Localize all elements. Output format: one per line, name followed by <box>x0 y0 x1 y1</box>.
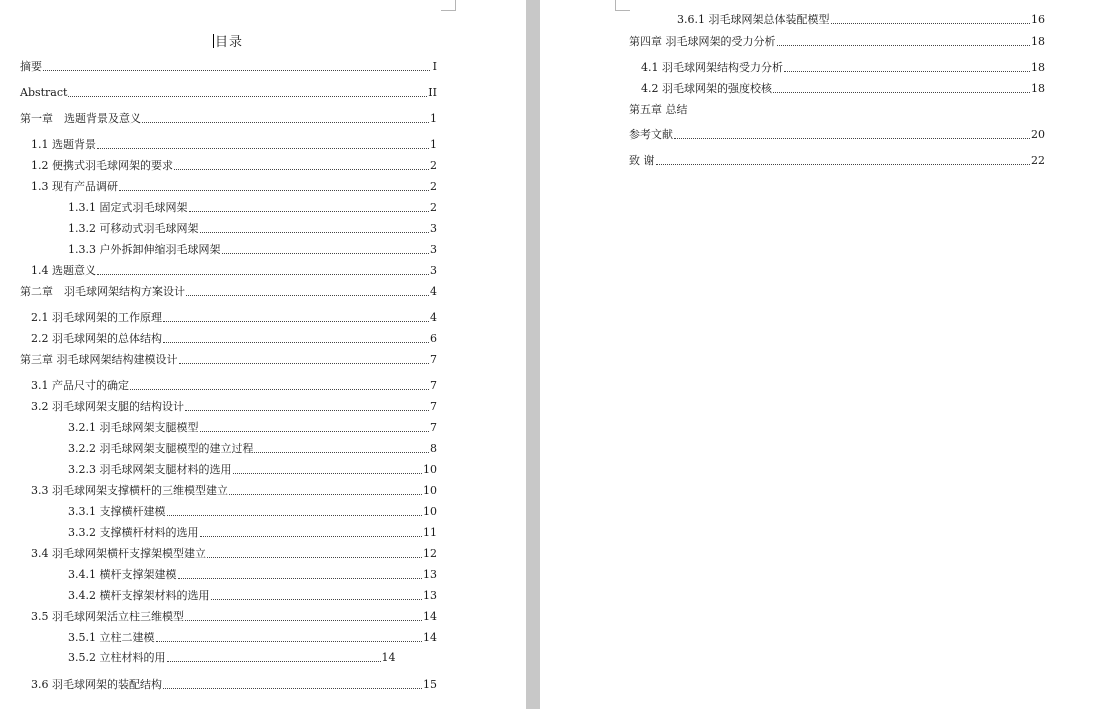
toc-leader <box>656 164 1031 165</box>
toc-entry-label: 3.1 产品尺寸的确定 <box>31 379 129 392</box>
toc-entry-page: 14 <box>381 651 396 664</box>
toc-entry[interactable] <box>68 222 437 236</box>
margin-corner-mark <box>615 0 630 11</box>
toc-leader <box>119 190 429 191</box>
toc-entry-label: 4.1 羽毛球网架结构受力分析 <box>641 61 783 74</box>
toc-leader <box>189 211 430 212</box>
toc-entry[interactable] <box>629 103 829 117</box>
toc-entry-page: 18 <box>1031 35 1045 48</box>
toc-entry[interactable] <box>31 332 437 346</box>
toc-leader <box>777 45 1031 46</box>
toc-leader <box>174 169 429 170</box>
document-page-right <box>540 0 1118 709</box>
toc-entry-label: 4.2 羽毛球网架的强度校核 <box>641 82 772 95</box>
toc-entry-label: 第二章 羽毛球网架结构方案设计 <box>20 285 185 298</box>
toc-entry-label: 1.3.2 可移动式羽毛球网架 <box>68 222 199 235</box>
toc-leader <box>178 578 423 579</box>
toc-entry-label: 3.2.3 羽毛球网架支腿材料的选用 <box>68 463 232 476</box>
toc-entry-page: 7 <box>430 400 437 413</box>
toc-leader <box>229 494 422 495</box>
toc-leader <box>163 688 422 689</box>
toc-leader <box>179 363 430 364</box>
toc-leader <box>43 70 430 71</box>
toc-entry-label: 1.1 选题背景 <box>31 138 96 151</box>
toc-leader <box>185 410 429 411</box>
margin-corner-mark <box>441 0 456 11</box>
toc-leader <box>831 23 1031 24</box>
toc-entry-page: 12 <box>423 547 437 560</box>
toc-leader <box>186 295 429 296</box>
toc-entry[interactable] <box>68 568 437 582</box>
toc-entry-label: 2.2 羽毛球网架的总体结构 <box>31 332 162 345</box>
toc-entry-page: 4 <box>430 311 437 324</box>
toc-entry-page: 7 <box>430 353 437 366</box>
toc-entry-page: 2 <box>430 180 437 193</box>
toc-entry[interactable] <box>629 154 1045 168</box>
toc-entry[interactable] <box>68 651 408 665</box>
toc-entry[interactable] <box>31 180 437 194</box>
toc-leader <box>784 71 1030 72</box>
toc-title-text: 目录 <box>214 35 243 50</box>
toc-entry[interactable] <box>31 610 437 624</box>
toc-entry-page: I <box>432 60 437 73</box>
toc-entry-label: Abstract <box>20 86 68 99</box>
toc-entry-page: 20 <box>1031 128 1045 141</box>
toc-entry-page: 13 <box>423 568 437 581</box>
toc-entry-label: 3.3.2 支撑横杆材料的选用 <box>68 526 199 539</box>
toc-leader <box>222 253 430 254</box>
toc-entry-page: 15 <box>423 678 437 691</box>
toc-leader <box>200 232 430 233</box>
toc-entry-page: 22 <box>1031 154 1045 167</box>
toc-entry-label: 1.3.3 户外拆卸伸缩羽毛球网架 <box>68 243 221 256</box>
toc-entry-label: 参考文献 <box>629 128 673 141</box>
toc-entry-label: 3.4.1 横杆支撑架建模 <box>68 568 177 581</box>
toc-entry[interactable] <box>20 86 437 100</box>
toc-entry-label: 摘要 <box>20 60 42 73</box>
toc-entry[interactable] <box>31 138 437 152</box>
toc-entry-label: 3.4 羽毛球网架横杆支撑架模型建立 <box>31 547 206 560</box>
toc-entry[interactable] <box>68 201 437 215</box>
toc-entry[interactable] <box>31 159 437 173</box>
toc-entry-label: 3.3 羽毛球网架支撑横杆的三维模型建立 <box>31 484 228 497</box>
toc-entry[interactable] <box>68 631 437 645</box>
toc-entry-page: 10 <box>423 463 437 476</box>
toc-entry[interactable] <box>68 243 437 257</box>
toc-entry[interactable] <box>629 128 1045 142</box>
toc-entry-label: 3.6.1 羽毛球网架总体装配模型 <box>677 13 830 26</box>
toc-entry-page: 3 <box>430 222 437 235</box>
toc-entry[interactable] <box>68 589 437 603</box>
toc-entry-page: 4 <box>430 285 437 298</box>
toc-entry-label: 3.5 羽毛球网架活立柱三维模型 <box>31 610 184 623</box>
toc-entry-label: 2.1 羽毛球网架的工作原理 <box>31 311 162 324</box>
text-cursor <box>213 34 214 48</box>
toc-leader <box>167 661 381 662</box>
toc-entry-label: 3.2 羽毛球网架支腿的结构设计 <box>31 400 184 413</box>
toc-leader <box>200 431 430 432</box>
toc-leader <box>97 148 429 149</box>
toc-entry[interactable] <box>31 484 437 498</box>
toc-entry-page: 1 <box>430 112 437 125</box>
toc-entry-page: 2 <box>430 201 437 214</box>
toc-entry-page: 18 <box>1031 61 1045 74</box>
toc-entry-page: 13 <box>423 589 437 602</box>
toc-entry-label: 3.2.1 羽毛球网架支腿模型 <box>68 421 199 434</box>
toc-leader <box>207 557 422 558</box>
toc-leader <box>674 138 1030 139</box>
toc-entry-page: 1 <box>430 138 437 151</box>
toc-entry-label: 3.2.2 羽毛球网架支腿模型的建立过程 <box>68 442 254 455</box>
toc-entry-page: 18 <box>1031 82 1045 95</box>
toc-leader <box>97 274 429 275</box>
toc-entry-page: 3 <box>430 243 437 256</box>
toc-leader <box>130 389 429 390</box>
document-page-left <box>0 0 526 709</box>
toc-entry[interactable] <box>641 82 1045 96</box>
toc-entry-label: 第五章 总结 <box>629 103 688 116</box>
toc-title <box>0 31 456 50</box>
toc-entry-page: 2 <box>430 159 437 172</box>
toc-entry-label: 1.3.1 固定式羽毛球网架 <box>68 201 188 214</box>
toc-entry-page: II <box>428 86 437 99</box>
toc-entry-label: 3.5.2 立柱材料的用 <box>68 651 166 664</box>
toc-entry[interactable] <box>641 61 1045 75</box>
toc-leader <box>233 473 423 474</box>
toc-entry-page: 7 <box>430 379 437 392</box>
toc-entry[interactable] <box>31 400 437 414</box>
toc-entry-page: 14 <box>423 610 437 623</box>
toc-entry[interactable] <box>68 526 437 540</box>
toc-entry[interactable] <box>20 112 437 126</box>
toc-entry-page: 11 <box>423 526 437 539</box>
toc-entry-page: 8 <box>430 442 437 455</box>
toc-entry[interactable] <box>31 547 437 561</box>
toc-leader <box>163 321 429 322</box>
toc-entry-label: 3.5.1 立柱二建模 <box>68 631 155 644</box>
page-gutter <box>526 0 540 709</box>
toc-entry[interactable] <box>31 678 437 692</box>
toc-entry[interactable] <box>20 353 437 367</box>
toc-leader <box>68 96 427 97</box>
toc-leader <box>167 515 423 516</box>
toc-entry-label: 1.2 便携式羽毛球网架的要求 <box>31 159 173 172</box>
toc-leader <box>142 122 429 123</box>
toc-entry-page: 16 <box>1031 13 1045 26</box>
toc-entry-label: 1.4 选题意义 <box>31 264 96 277</box>
toc-entry-label: 第一章 选题背景及意义 <box>20 112 141 125</box>
toc-entry-label: 致 谢 <box>629 154 655 167</box>
toc-entry[interactable] <box>20 60 437 74</box>
toc-leader <box>211 599 423 600</box>
toc-entry-label: 3.6 羽毛球网架的装配结构 <box>31 678 162 691</box>
toc-entry-label: 3.4.2 横杆支撑架材料的选用 <box>68 589 210 602</box>
toc-entry-page: 3 <box>430 264 437 277</box>
toc-entry[interactable] <box>31 379 437 393</box>
toc-leader <box>163 342 429 343</box>
toc-entry[interactable] <box>629 35 1045 49</box>
toc-entry-label: 第三章 羽毛球网架结构建模设计 <box>20 353 178 366</box>
toc-leader <box>185 620 422 621</box>
toc-entry[interactable] <box>68 463 437 477</box>
toc-entry[interactable] <box>68 442 437 456</box>
toc-entry[interactable] <box>677 13 1045 27</box>
toc-entry[interactable] <box>31 311 437 325</box>
toc-entry[interactable] <box>31 264 437 278</box>
toc-entry-page: 10 <box>423 484 437 497</box>
toc-entry-page: 6 <box>430 332 437 345</box>
toc-entry-label: 1.3 现有产品调研 <box>31 180 118 193</box>
toc-entry[interactable] <box>68 421 437 435</box>
toc-entry-page: 10 <box>423 505 437 518</box>
toc-entry-page: 14 <box>423 631 437 644</box>
toc-entry[interactable] <box>20 285 437 299</box>
toc-leader <box>200 536 423 537</box>
toc-entry-page: 7 <box>430 421 437 434</box>
toc-entry[interactable] <box>68 505 437 519</box>
toc-entry-label: 3.3.1 支撑横杆建模 <box>68 505 166 518</box>
toc-leader <box>156 641 423 642</box>
toc-leader <box>773 92 1030 93</box>
toc-leader <box>254 452 429 453</box>
toc-entry-label: 第四章 羽毛球网架的受力分析 <box>629 35 776 48</box>
